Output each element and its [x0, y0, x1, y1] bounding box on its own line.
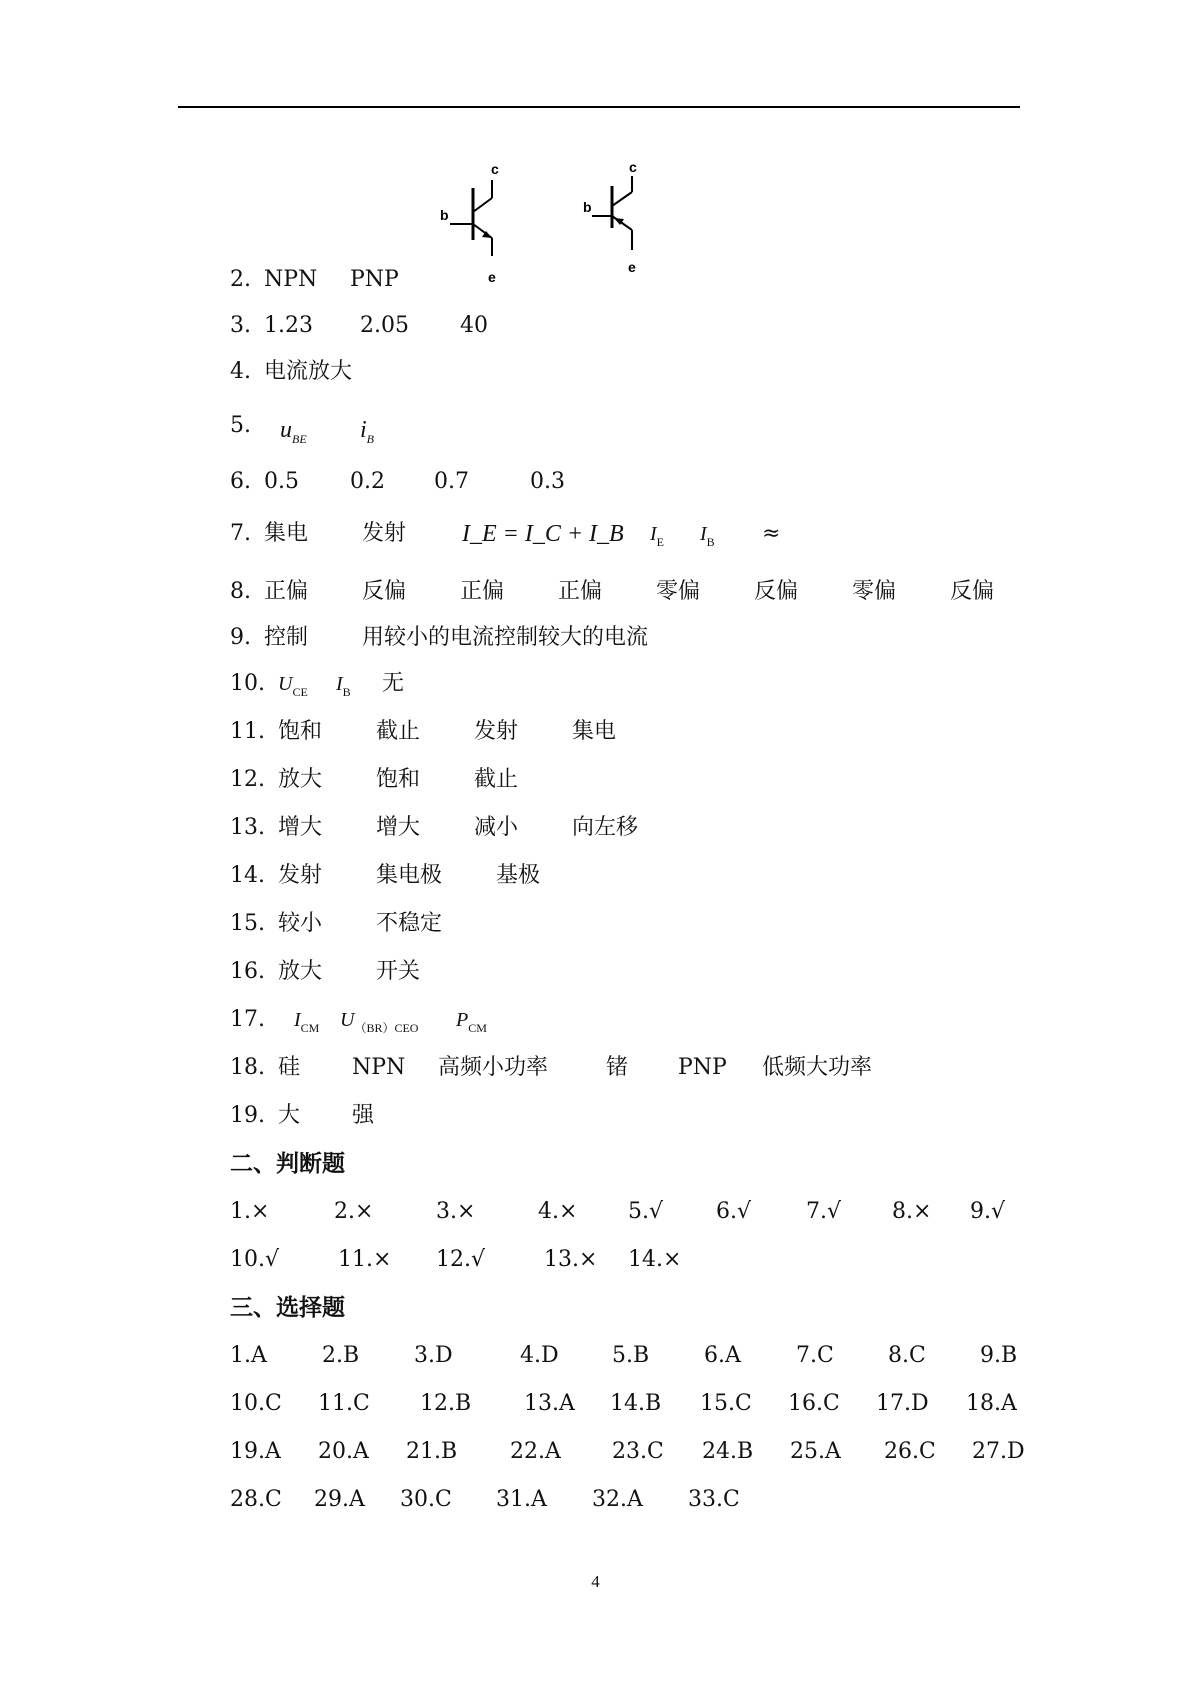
formula-ie-ic-ib: I_E = I_C + I_B — [462, 521, 624, 547]
header-rule — [178, 106, 1020, 108]
pnp-e-label: e — [628, 259, 636, 275]
npn-transistor-symbol — [440, 161, 499, 285]
section-heading-choice: 三、选择题 — [230, 1295, 345, 1321]
transistor-diagram — [0, 158, 1191, 288]
pnp-c-label: c — [629, 159, 637, 175]
pnp-b-label: b — [583, 199, 592, 215]
npn-b-label: b — [440, 207, 449, 223]
npn-c-label: c — [491, 161, 499, 177]
page-number: 4 — [591, 1572, 600, 1591]
section-heading-judge: 二、判断题 — [230, 1151, 345, 1177]
pnp-transistor-symbol — [583, 159, 637, 275]
npn-e-label: e — [488, 269, 496, 285]
